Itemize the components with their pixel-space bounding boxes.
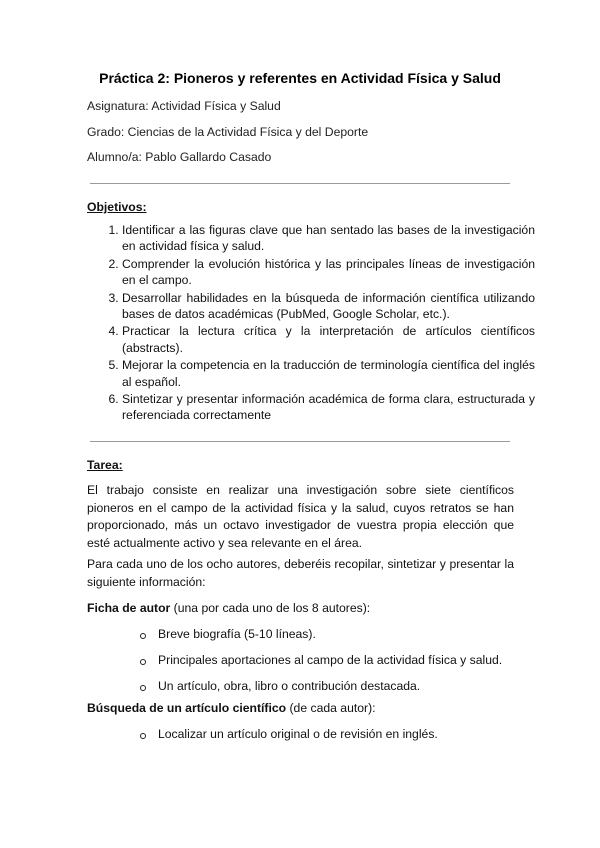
search-article-title: Búsqueda de un artículo científico <box>87 701 287 715</box>
list-item: 6. Sintetizar y presentar información académica de forma clara, estructurada y referenciada correctamente <box>122 391 535 424</box>
subject-line: Asignatura: Actividad Física y Salud <box>87 99 281 113</box>
list-item: Breve biografía (5-10 líneas). <box>140 626 502 652</box>
list-item: 1. Identificar a las figuras clave que han sentado las bases de la investigación en actividad física y salud. <box>122 222 535 255</box>
list-item: Principales aportaciones al campo de la actividad física y salud. <box>140 652 502 678</box>
author-card-list <box>140 626 502 704</box>
bullet-icon <box>140 659 146 665</box>
task-paragraph-1: El trabajo consiste en realizar una investigación sobre siete científicos pioneros en el campo de la actividad física y la salud, cuyos retratos se han proporcionado, más un octavo investigador de vuestra propia elección que esté actualmente activo y sea relevante en el área. <box>87 483 514 550</box>
search-article-label <box>87 701 527 715</box>
objectives-list <box>101 222 535 425</box>
task-heading: Tarea: <box>87 458 123 472</box>
author-card-title: Ficha de autor <box>87 601 171 615</box>
author-card-note: (una por cada uno de los 8 autores): <box>170 601 371 615</box>
search-article-list <box>140 726 438 752</box>
list-item: 5. Mejorar la competencia en la traducción de terminología científica del inglés al español. <box>122 357 535 390</box>
list-item: 2. Comprender la evolución histórica y las principales líneas de investigación en el campo. <box>122 256 535 289</box>
list-item: 3. Desarrollar habilidades en la búsqueda de información científica utilizando bases de datos académicas (PubMed, Google Scholar, etc.). <box>122 290 535 323</box>
document-title: Práctica 2: Pioneros y referentes en Actividad Física y Salud <box>99 70 501 86</box>
list-item: Un artículo, obra, libro o contribución destacada. <box>140 678 502 704</box>
divider <box>90 183 510 184</box>
author-card-label <box>87 601 527 615</box>
bullet-icon <box>140 685 146 691</box>
degree-line: Grado: Ciencias de la Actividad Física y del Deporte <box>87 125 369 139</box>
bullet-icon <box>140 633 146 639</box>
divider <box>90 441 510 442</box>
bullet-icon <box>140 733 146 739</box>
list-item: Localizar un artículo original o de revisión en inglés. <box>140 726 438 752</box>
search-article-note: (de cada autor): <box>286 701 376 715</box>
list-item: 4. Practicar la lectura crítica y la interpretación de artículos científicos (abstracts). <box>122 323 535 356</box>
task-paragraph-2: Para cada uno de los ocho autores, deberéis recopilar, sintetizar y presentar la siguiente información: <box>87 557 514 589</box>
objectives-heading: Objetivos: <box>87 200 147 214</box>
student-line: Alumno/a: Pablo Gallardo Casado <box>87 150 272 164</box>
